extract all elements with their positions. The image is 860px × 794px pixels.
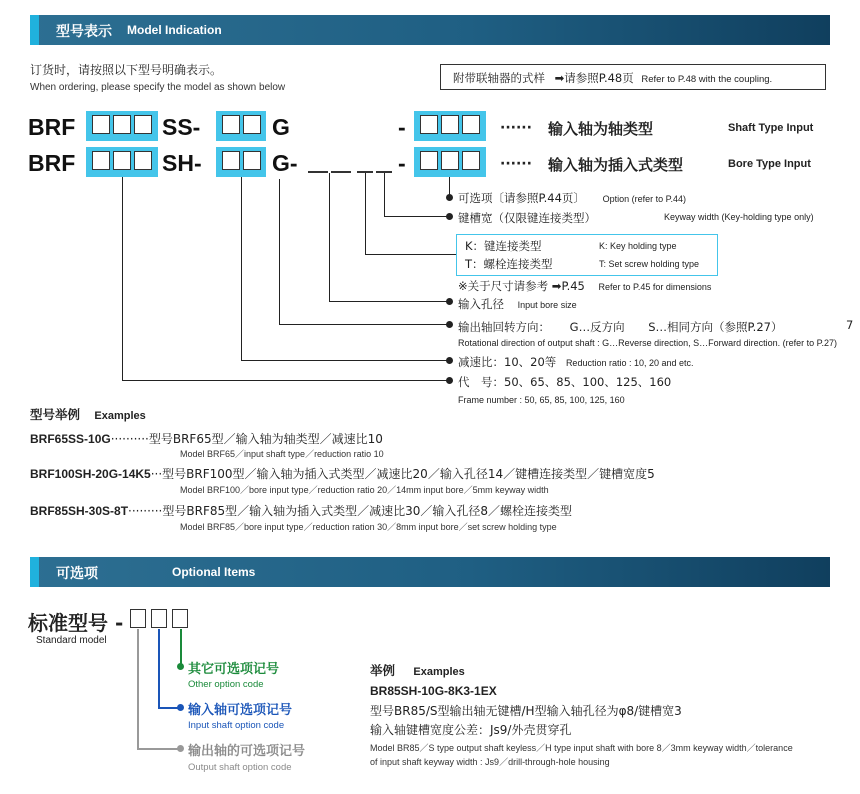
row2-prefix: BRF xyxy=(28,150,76,176)
example-leader: ··· xyxy=(150,467,163,481)
coupling-note-ref: 请参照P.48页 xyxy=(564,71,634,85)
coupling-note xyxy=(440,64,826,90)
row2-ratio-box xyxy=(216,147,266,177)
optional-items-header xyxy=(30,557,830,587)
callout-dims xyxy=(458,278,711,294)
opt-example-en2: of input shaft keyway width : Js9／drill-through-hole housing xyxy=(370,757,610,767)
standard-model-title: 标准型号 - xyxy=(28,611,124,635)
coupling-note-zh: 附带联轴器的式样 xyxy=(453,71,545,85)
examples-title-en: Examples xyxy=(94,410,146,422)
example-model: BRF65SS-10G xyxy=(30,432,111,446)
option-other-en: Other option code xyxy=(188,679,264,690)
example-leader: ········· xyxy=(128,504,163,518)
rotation-s: S…相同方向（参照P.27） xyxy=(648,320,783,334)
example-leader: ·········· xyxy=(110,432,149,446)
standard-model-en: Standard model xyxy=(36,635,107,646)
coupling-note-en: Refer to P.48 with the coupling. xyxy=(641,74,773,85)
row2-dash: - xyxy=(398,150,406,176)
examples-title xyxy=(30,405,146,423)
example-1-en: Model BRF65／input shaft type／reduction ratio 10 xyxy=(180,449,384,459)
example-3 xyxy=(30,500,572,519)
intro-zh: 订货时，请按照以下型号明确表示。 xyxy=(30,63,223,77)
opt-example-model: BR85SH-10G-8K3-1EX xyxy=(370,684,497,698)
row1-desc-en: Shaft Type Input xyxy=(728,122,814,134)
callout-bore xyxy=(458,296,577,312)
callout-keyway-zh: 键槽宽（仅限键连接类型） xyxy=(458,211,596,225)
section-title-en: Model Indication xyxy=(127,23,222,37)
opt-example-title-zh: 举例 xyxy=(370,663,396,678)
dims-en: Refer to P.45 for dimensions xyxy=(598,282,712,292)
row1-desc-zh: 输入轴为轴类型 xyxy=(548,120,654,138)
row1-prefix: BRF xyxy=(28,114,76,140)
ratio-en: Reduction ratio : 10, 20 and etc. xyxy=(565,358,694,368)
row2-leader: ······ xyxy=(500,156,532,172)
example-model: BRF85SH-30S-8T xyxy=(30,504,129,518)
callout-option xyxy=(458,190,686,206)
intro-en: When ordering, please specify the model as shown below xyxy=(30,82,286,93)
opt-example-title xyxy=(370,661,465,679)
bore-slot-2 xyxy=(331,171,351,173)
example-3-en: Model BRF85／bore input type／reduction ration 30／8mm input bore／set screw holding type xyxy=(180,522,557,532)
row2-direction: G- xyxy=(272,150,298,176)
header-accent xyxy=(30,15,39,45)
example-2 xyxy=(30,463,655,482)
ratio-zh: 减速比：10、20等 xyxy=(458,355,557,369)
row1-dash: - xyxy=(398,114,406,140)
arrow-right-icon: ➡ xyxy=(551,279,562,293)
example-2-en: Model BRF100／bore input type／reduction ratio 20／14mm input bore／5mm keyway width xyxy=(180,485,549,495)
row1-option-box xyxy=(414,111,486,141)
header-accent xyxy=(30,557,39,587)
rotation-g: G…反方向 xyxy=(569,320,625,334)
k-type-zh: K：键连接类型 xyxy=(465,239,542,253)
section-title-zh: 型号表示 xyxy=(56,24,112,40)
option-zh: 可选项〔请参照P.44页〕 xyxy=(458,191,585,205)
option-en: Option (refer to P.44) xyxy=(602,194,686,204)
opt-example-zh2: 输入轴键槽宽度公差：Js9/外壳贯穿孔 xyxy=(370,723,572,737)
row1-frame-code-box xyxy=(86,111,158,141)
example-zh: 型号BRF65型／输入轴为轴类型／减速比10 xyxy=(148,432,383,446)
callout-frame-zh: 代 号：50、65、85、100、125、160 xyxy=(458,375,672,389)
opt-example-zh1: 型号BR85/S型输出轴无键槽/H型输入轴孔径为φ8/键槽宽3 xyxy=(370,704,682,718)
example-zh: 型号BRF85型／输入轴为插入式类型／减速比30／输入孔径8／螺栓连接类型 xyxy=(162,504,573,518)
opt-example-en1: Model BR85／S type output shaft keyless／H type input shaft with bore 8／3mm keyway width／tolerance xyxy=(370,743,793,753)
opt-example-title-en: Examples xyxy=(413,666,465,678)
option-output-zh: 输出轴的可选项记号 xyxy=(188,744,306,759)
output-option-box xyxy=(130,609,146,628)
option-other-zh: 其它可选项记号 xyxy=(188,662,280,677)
row1-leader: ······ xyxy=(500,120,532,136)
bore-slot-1 xyxy=(308,171,328,173)
key-type-box xyxy=(456,234,718,276)
input-option-box xyxy=(151,609,167,628)
callout-keyway-en: Keyway width (Key-holding type only) xyxy=(664,212,814,222)
dims-ref: P.45 xyxy=(561,279,585,293)
section-title-en: Optional Items xyxy=(172,565,256,579)
rotation-zh: 输出轴回转方向： xyxy=(458,320,550,334)
rotation-en: Rotational direction of output shaft : G…Reverse direction, S…Forward direction. (refer to P.27) xyxy=(458,338,838,348)
section-title-zh: 可选项 xyxy=(56,566,98,582)
option-output-en: Output shaft option code xyxy=(188,762,292,773)
row2-desc-zh: 输入轴为插入式类型 xyxy=(548,156,684,174)
row1-ratio-box xyxy=(216,111,266,141)
other-option-box xyxy=(172,609,188,628)
dims-zh: ※关于尺寸请参考 xyxy=(458,279,549,293)
bore-en: Input bore size xyxy=(517,300,577,310)
arrow-right-icon: ➡ xyxy=(554,71,565,85)
t-type-zh: T：螺栓连接类型 xyxy=(465,257,553,271)
model-indication-header xyxy=(30,15,830,45)
row2-mid: SH- xyxy=(162,150,202,176)
row1-direction: G xyxy=(272,114,290,140)
examples-title-zh: 型号举例 xyxy=(30,407,81,422)
row1-mid: SS- xyxy=(162,114,201,140)
k-type-en: K: Key holding type xyxy=(599,241,677,251)
page-side-number: 7 xyxy=(846,318,854,332)
callout-rotation xyxy=(458,319,782,335)
t-type-en: T: Set screw holding type xyxy=(599,259,700,269)
example-1 xyxy=(30,428,383,447)
option-input-en: Input shaft option code xyxy=(188,720,285,731)
bore-zh: 输入孔径 xyxy=(458,297,504,311)
row2-frame-code-box xyxy=(86,147,158,177)
callout-frame-en: Frame number : 50, 65, 85, 100, 125, 160 xyxy=(458,395,625,405)
example-zh: 型号BRF100型／输入轴为插入式类型／减速比20／输入孔径14／键槽连接类型／键槽宽度5 xyxy=(162,467,655,481)
example-model: BRF100SH-20G-14K5 xyxy=(30,467,151,481)
option-input-zh: 输入轴可选项记号 xyxy=(188,703,293,718)
row2-desc-en: Bore Type Input xyxy=(728,158,811,170)
row2-option-box xyxy=(414,147,486,177)
callout-ratio xyxy=(458,354,694,370)
